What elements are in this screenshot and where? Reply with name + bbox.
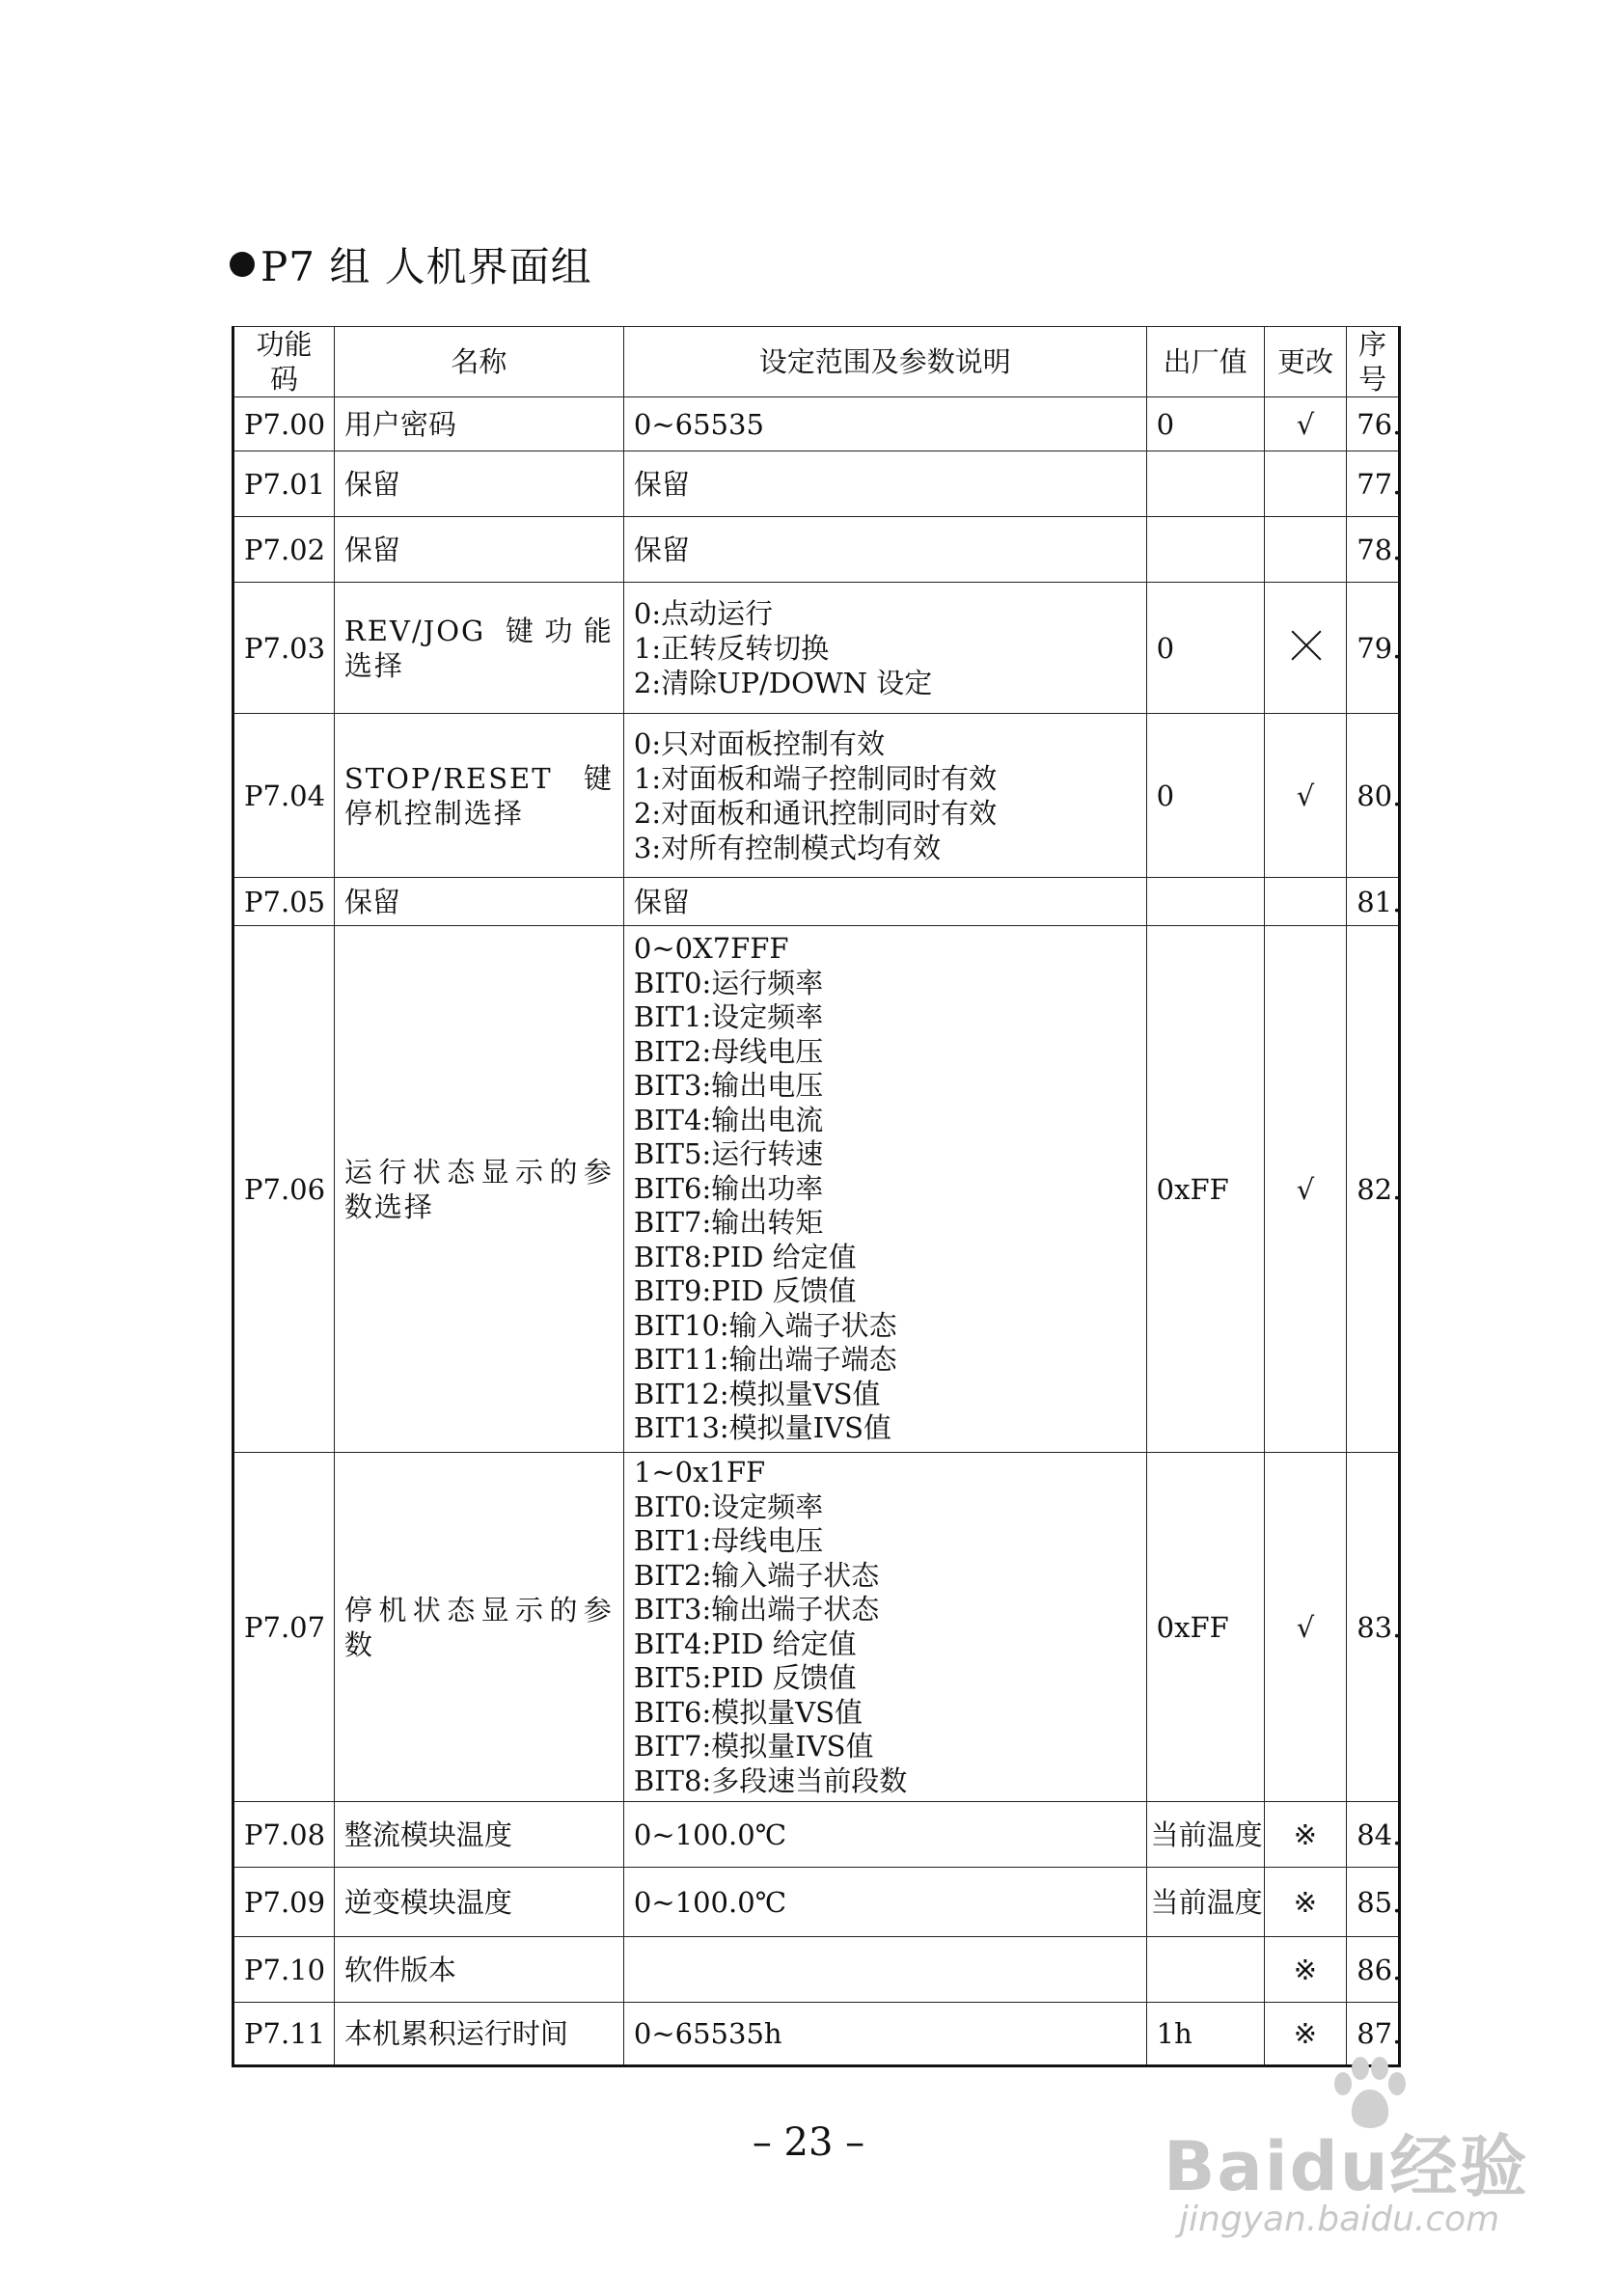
cell-range: 0~65535 [623,397,1146,451]
cell-modify [1264,451,1347,517]
cell-seq: 83. [1347,1453,1400,1802]
cell-modify [1264,517,1347,583]
range-line: BIT4:PID 给定值 [633,1626,857,1660]
cell-range: 0~100.0℃ [623,1802,1146,1868]
cell-seq: 81. [1347,878,1400,926]
range-line: BIT10:输入端子状态 [633,1308,897,1342]
range-line: 0:只对面板控制有效 [633,726,886,760]
header-name: 名称 [334,327,623,397]
cell-modify: √ [1264,1453,1347,1802]
cell-name: 运行状态显示的参数选择 [334,926,623,1453]
cell-modify: ※ [1264,1802,1347,1868]
table-row [233,397,1400,451]
range-line: BIT6:输出功率 [633,1171,824,1205]
range-line: BIT12:模拟量VS值 [633,1377,881,1410]
header-modify: 更改 [1264,327,1347,397]
section-title-text: P7 组 人机界面组 [260,243,592,290]
range-line: BIT2:输入端子状态 [633,1558,880,1592]
cell-name: 软件版本 [334,1937,623,2003]
cell-modify: √ [1264,397,1347,451]
cell-range: 保留 [623,451,1146,517]
bullet-icon [230,252,255,277]
cell-modify: √ [1264,926,1347,1453]
cell-range [623,1937,1146,2003]
range-line: BIT6:模拟量VS值 [633,1695,863,1729]
range-line: BIT5:PID 反馈值 [633,1661,857,1694]
cell-range [623,1453,1146,1802]
cell-seq: 82. [1347,926,1400,1453]
cell-name: 保留 [334,878,623,926]
range-line: 2:对面板和通讯控制同时有效 [633,796,998,830]
range-line: BIT9:PID 反馈值 [633,1274,857,1308]
range-line: BIT7:模拟量IVS值 [633,1730,874,1763]
range-line: BIT5:运行转速 [633,1137,824,1171]
cell-name: STOP/RESET 键停机控制选择 [334,714,623,878]
cell-seq: 86. [1347,1937,1400,2003]
cell-range [623,583,1146,714]
range-line: BIT7:输出转矩 [633,1206,824,1240]
range-line: BIT11:输出端子端态 [633,1343,897,1377]
cell-default: 1h [1146,2003,1264,2066]
range-line: BIT0:设定频率 [633,1490,824,1523]
range-line: BIT3:输出端子状态 [633,1593,880,1626]
range-line: BIT13:模拟量IVS值 [633,1411,891,1445]
cell-modify: ※ [1264,1937,1347,2003]
cell-name: 保留 [334,451,623,517]
cell-default: 0 [1146,397,1264,451]
cell-name: 保留 [334,517,623,583]
cell-range: 保留 [623,878,1146,926]
cell-modify: √ [1264,714,1347,878]
cell-code: P7.03 [233,583,335,714]
cell-name: 逆变模块温度 [334,1868,623,1937]
range-line: 1:正转反转切换 [633,631,830,665]
range-line: BIT8:PID 给定值 [633,1240,857,1273]
cell-default: 0 [1146,583,1264,714]
table-row [233,583,1400,714]
cell-code: P7.06 [233,926,335,1453]
watermark-brand: Baidu经验 [1164,2127,1529,2206]
range-line: BIT8:多段速当前段数 [633,1763,908,1797]
cell-range [623,926,1146,1453]
range-line: BIT3:输出电压 [633,1069,824,1103]
table-row [233,451,1400,517]
cross-icon [1290,629,1321,660]
header-range: 设定范围及参数说明 [623,327,1146,397]
table-row [233,878,1400,926]
cell-default: 当前温度 [1146,1802,1264,1868]
cell-code: P7.08 [233,1802,335,1868]
cell-name: REV/JOG 键功能选择 [334,583,623,714]
range-line: 3:对所有控制模式均有效 [633,831,942,864]
watermark-url: jingyan.baidu.com [1179,2200,1500,2239]
page-number: – 23 – [752,2120,865,2165]
parameter-table [232,326,1401,2067]
table-row [233,517,1400,583]
cell-code: P7.09 [233,1868,335,1937]
cell-range [623,714,1146,878]
cell-default [1146,451,1264,517]
cell-default [1146,517,1264,583]
header-default: 出厂值 [1146,327,1264,397]
cell-code: P7.04 [233,714,335,878]
range-line: BIT2:母线电压 [633,1034,824,1068]
cell-default: 0xFF [1146,1453,1264,1802]
table-row [233,714,1400,878]
cell-default [1146,878,1264,926]
cell-modify: ※ [1264,2003,1347,2066]
range-line: BIT4:输出电流 [633,1103,824,1136]
header-seq: 序号 [1347,327,1400,397]
cell-code: P7.10 [233,1937,335,2003]
cell-seq: 85. [1347,1868,1400,1937]
table-row [233,1802,1400,1868]
cell-range: 0~65535h [623,2003,1146,2066]
cell-code: P7.01 [233,451,335,517]
cell-modify: ※ [1264,1868,1347,1937]
cell-seq: 87. [1347,2003,1400,2066]
section-title [230,235,592,293]
range-line: 0~0X7FFF [633,932,789,966]
range-line: 2:清除UP/DOWN 设定 [633,666,933,699]
cell-name: 用户密码 [334,397,623,451]
cell-code: P7.11 [233,2003,335,2066]
cell-seq: 79. [1347,583,1400,714]
cell-name: 本机累积运行时间 [334,2003,623,2066]
cell-default [1146,1937,1264,2003]
cell-default: 当前温度 [1146,1868,1264,1937]
range-line: 1:对面板和端子控制同时有效 [633,761,998,795]
table-row [233,1868,1400,1937]
table-row [233,926,1400,1453]
range-line: BIT1:母线电压 [633,1524,824,1557]
table-row [233,1453,1400,1802]
cell-code: P7.07 [233,1453,335,1802]
cell-range: 0~100.0℃ [623,1868,1146,1937]
cell-default: 0xFF [1146,926,1264,1453]
cell-seq: 76. [1347,397,1400,451]
range-line: BIT1:设定频率 [633,1000,824,1034]
cell-seq: 78. [1347,517,1400,583]
baidu-watermark [1154,2055,1540,2248]
cell-code: P7.05 [233,878,335,926]
cell-default: 0 [1146,714,1264,878]
table-row [233,1937,1400,2003]
header-code: 功能码 [233,327,335,397]
cell-seq: 80. [1347,714,1400,878]
cell-seq: 77. [1347,451,1400,517]
cell-code: P7.00 [233,397,335,451]
cell-seq: 84. [1347,1802,1400,1868]
cell-name: 停机状态显示的参数 [334,1453,623,1802]
cell-modify [1264,583,1347,714]
cell-range: 保留 [623,517,1146,583]
range-line: 0:点动运行 [633,596,774,630]
range-line: 1~0x1FF [633,1456,766,1489]
cell-code: P7.02 [233,517,335,583]
table-header-row [233,327,1400,397]
cell-modify [1264,878,1347,926]
range-line: BIT0:运行频率 [633,966,824,999]
cell-name: 整流模块温度 [334,1802,623,1868]
